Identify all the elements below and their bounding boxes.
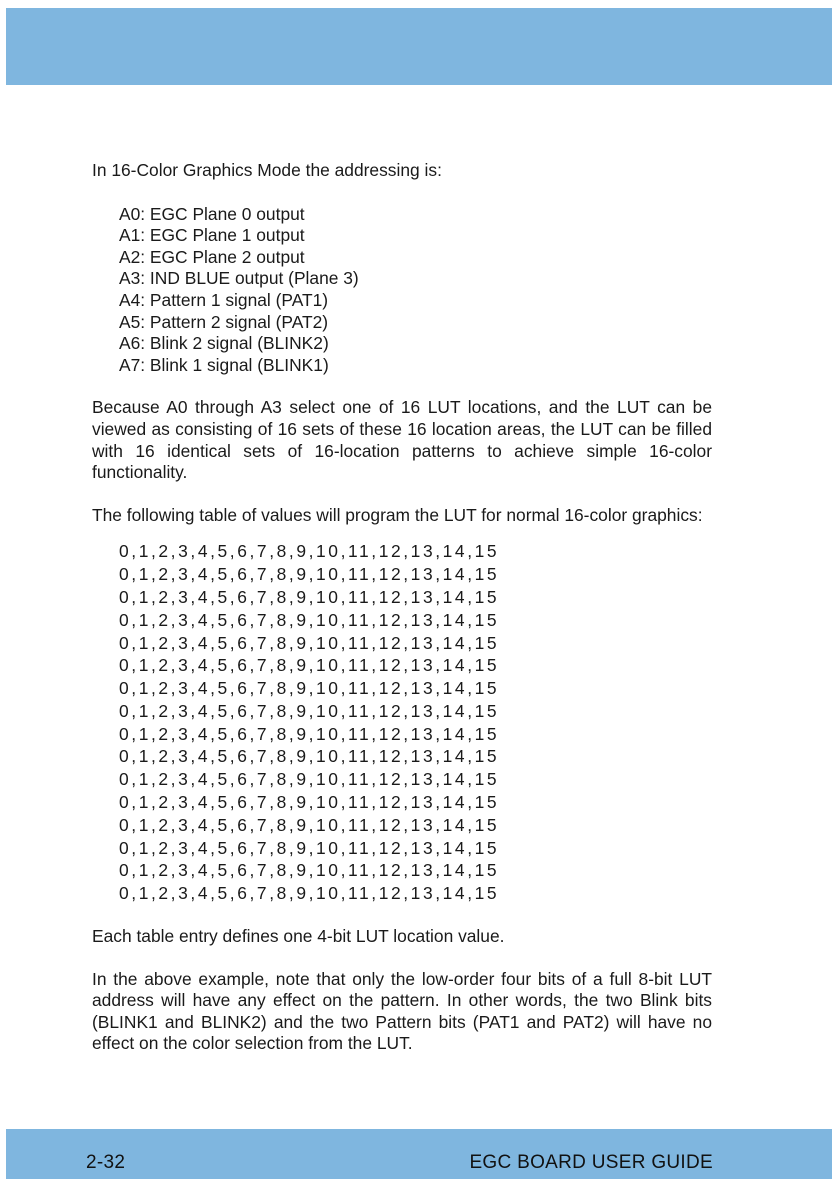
addressing-item: A7: Blink 1 signal (BLINK1) — [119, 354, 329, 375]
lut-table-row: 0,1,2,3,4,5,6,7,8,9,10,11,12,13,14,15 — [119, 746, 500, 767]
lut-table — [119, 540, 712, 905]
lut-table-row: 0,1,2,3,4,5,6,7,8,9,10,11,12,13,14,15 — [119, 814, 500, 835]
lut-table-row: 0,1,2,3,4,5,6,7,8,9,10,11,12,13,14,15 — [119, 541, 500, 562]
addressing-item: A6: Blink 2 signal (BLINK2) — [119, 333, 329, 354]
addressing-item: A0: EGC Plane 0 output — [119, 203, 305, 224]
intro-text: In 16-Color Graphics Mode the addressing is: — [92, 160, 442, 180]
lut-table-row: 0,1,2,3,4,5,6,7,8,9,10,11,12,13,14,15 — [119, 700, 500, 721]
addressing-item: A1: EGC Plane 1 output — [119, 225, 305, 246]
example-paragraph: In the above example, note that only the low-order four bits of a full 8-bit LUT address will have any effect on the pattern. In other words, the two Blink bits (BLINK1 and BLINK2) and the two Pattern bits (PAT1 and PAT2) will have no effect on the color selection from the LUT. — [92, 968, 712, 1054]
lut-table-row: 0,1,2,3,4,5,6,7,8,9,10,11,12,13,14,15 — [119, 632, 500, 653]
addressing-item: A3: IND BLUE output (Plane 3) — [119, 268, 359, 289]
lut-table-row: 0,1,2,3,4,5,6,7,8,9,10,11,12,13,14,15 — [119, 723, 500, 744]
addressing-item: A2: EGC Plane 2 output — [119, 246, 305, 267]
lut-table-row: 0,1,2,3,4,5,6,7,8,9,10,11,12,13,14,15 — [119, 837, 500, 858]
lut-table-row: 0,1,2,3,4,5,6,7,8,9,10,11,12,13,14,15 — [119, 655, 500, 676]
addressing-item: A4: Pattern 1 signal (PAT1) — [119, 289, 329, 310]
lut-table-row: 0,1,2,3,4,5,6,7,8,9,10,11,12,13,14,15 — [119, 860, 500, 881]
each-entry-paragraph: Each table entry defines one 4-bit LUT location value. — [92, 926, 505, 947]
lut-table-row: 0,1,2,3,4,5,6,7,8,9,10,11,12,13,14,15 — [119, 769, 500, 790]
lut-table-row: 0,1,2,3,4,5,6,7,8,9,10,11,12,13,14,15 — [119, 678, 500, 699]
lut-table-row: 0,1,2,3,4,5,6,7,8,9,10,11,12,13,14,15 — [119, 564, 500, 585]
page-number: 2-32 — [86, 1152, 126, 1173]
page-body — [92, 160, 712, 1055]
addressing-item: A5: Pattern 2 signal (PAT2) — [119, 311, 329, 332]
because-paragraph: Because A0 through A3 select one of 16 LUT locations, and the LUT can be viewed as consisting of 16 sets of these 16 location areas, the LUT can be filled with 16 identical sets of 16-location patterns to achieve simple 16-color functionality. — [92, 397, 712, 483]
lut-table-row: 0,1,2,3,4,5,6,7,8,9,10,11,12,13,14,15 — [119, 883, 500, 904]
addressing-list — [119, 204, 712, 377]
lut-table-row: 0,1,2,3,4,5,6,7,8,9,10,11,12,13,14,15 — [119, 609, 500, 630]
lut-table-row: 0,1,2,3,4,5,6,7,8,9,10,11,12,13,14,15 — [119, 586, 500, 607]
table-intro-paragraph: The following table of values will program the LUT for normal 16-color graphics: — [92, 504, 703, 525]
document-title: EGC BOARD USER GUIDE — [469, 1152, 713, 1173]
header-band — [6, 8, 832, 85]
lut-table-row: 0,1,2,3,4,5,6,7,8,9,10,11,12,13,14,15 — [119, 792, 500, 813]
